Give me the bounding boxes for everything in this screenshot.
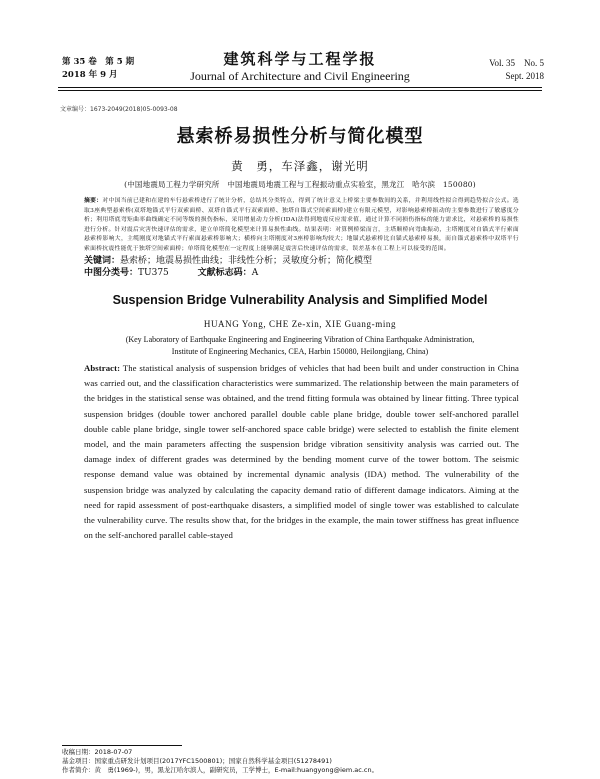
header-rule-thin xyxy=(58,90,542,91)
footnote-rule xyxy=(62,745,182,746)
paper-title-cn: 悬索桥易损性分析与简化模型 xyxy=(176,126,424,147)
article-number: 文章编号：1673-2049(2018)05-0093-08 xyxy=(60,106,178,113)
footnote-author: 作者简介：黄 勇(1969-)，男，黑龙江哈尔滨人，副研究员，工学博士，E-mail:huangyong@iem.ac.cn。 xyxy=(62,766,379,774)
keywords-cn-text: 悬索桥；地震易损性曲线；非线性分析；灵敏度分析；简化模型 xyxy=(120,256,373,266)
header-journal xyxy=(170,50,430,84)
abstract-cn-text: 对中国当前已建和在建的车行悬索桥进行了统计分析，总结其分类特点，得到了统计意义上桥梁主要参数间的关系，并利用线性拟合得到趋势拟合公式。选取3座典型悬索桥(双塔地锚式平行双索面桥、双塔自锚式平行双索面桥、独塔自锚式空间索面桥)建立有限元模型，对影响悬索桥振动的主要参数进行了敏感度分析；利用塔底弯矩曲率曲线确定不同等级的损伤指标，采用增量动力分析(IDA)法得到地震反应需求值，通过计算不同损伤指标的能力需求比，对悬索桥的易损性进行分析。针对震后灾害快速评估的需求，建立单塔简化模型来计算易损性曲线。结果表明：对算例桥梁而言，主塔顺桥向弯曲振动，主塔刚度对自锚式平行索面悬索桥影响大，主缆刚度对地锚式平行索面悬索桥影响大；横桥向主塔刚度对3座桥影响均较大；地锚式悬索桥比自锚式悬索桥易损，而自锚式悬索桥中双塔平行索面桥抗震性能优于独塔空间索面桥；单塔简化模型在一定程度上能够满足震害后快速评估的需求，误差基本在工程上可以接受的范围。 xyxy=(84,198,519,252)
header-issue-en xyxy=(489,57,544,83)
abstract-cn-label: 摘要： xyxy=(84,198,103,204)
footnote-received: 收稿日期：2018-07-07 xyxy=(62,748,133,756)
affiliation-en-line-2: Institute of Engineering Mechanics, CEA, Harbin 150080, Heilongjiang, China) xyxy=(171,346,429,356)
abstract-en xyxy=(84,361,519,543)
journal-title-cn: 建筑科学与工程学报 xyxy=(223,50,377,68)
authors-cn: 黄 勇，车泽鑫，谢光明 xyxy=(231,159,369,173)
abstract-en-label: Abstract: xyxy=(84,363,121,373)
abstract-en-text: The statistical analysis of suspension bridges of vehicles that had been built and under construction in China was carried out, and the classification characteristics were summarized. The relationship between the main parameters of the bridges in the statistical sense was obtained, and the trend fitting formula was obtained by linear fitting. Three typical suspension bridges (double tower anchored parallel double cable plane bridge, double tower self-anchored parallel double cable plane bridge, single tower self-anchored space cable bridge) were selected to establish the finite element model, and the main parameters affecting the suspension bridge vibration sensitivity analysis was carried out. The damage index of different grades was determined by the bending moment curve of the tower bottom. The seismic response demand value was obtained by incremental dynamic analysis (IDA) method. The vulnerability of the suspension bridge was analyzed by calculating the capacity demand ratio of different damage indicators. Aiming at the need for rapid assessment of post-earthquake disasters, a simplified model of single tower was established to calculate the vulnerability curve. The results show that, for the bridges in the example, the main tower stiffness has great influence on the self-anchored parallel cable-stayed xyxy=(84,363,519,541)
affiliation-en-line-1: (Key Laboratory of Earthquake Engineering and Engineering Vibration of China Earthquake Administration, xyxy=(125,335,475,344)
header-date-en: Sept. 2018 xyxy=(505,71,544,81)
affiliation-cn: (中国地震局工程力学研究所 中国地震局地震工程与工程振动重点实验室，黑龙江 哈尔滨 150080) xyxy=(124,180,476,189)
header-issue-cn xyxy=(62,56,134,82)
affiliation-en xyxy=(0,334,600,357)
doc-code-value: A xyxy=(251,268,259,278)
header-date-cn: 2018 年 9 月 xyxy=(62,70,118,80)
authors-en: HUANG Yong, CHE Ze-xin, XIE Guang-ming xyxy=(203,319,397,329)
header-volume-en: Vol. 35 No. 5 xyxy=(489,58,544,68)
footnote-fund: 基金项目：国家重点研发计划项目(2017YFC1500801)；国家自然科学基金项目(51278491) xyxy=(62,757,332,765)
clc-label: 中图分类号： xyxy=(84,268,139,278)
paper-title-en: Suspension Bridge Vulnerability Analysis and Simplified Model xyxy=(112,293,488,307)
classification-line xyxy=(84,267,519,280)
header-volume-cn: 第 35 卷 第 5 期 xyxy=(62,57,135,67)
abstract-cn xyxy=(84,197,519,254)
journal-title-en: Journal of Architecture and Civil Engineering xyxy=(190,69,410,83)
header-rule-thick xyxy=(58,87,542,88)
doc-code-label: 文献标志码： xyxy=(197,268,252,278)
footnotes xyxy=(62,748,542,775)
keywords-cn-label: 关键词： xyxy=(84,256,121,266)
clc-value: TU375 xyxy=(138,268,169,278)
